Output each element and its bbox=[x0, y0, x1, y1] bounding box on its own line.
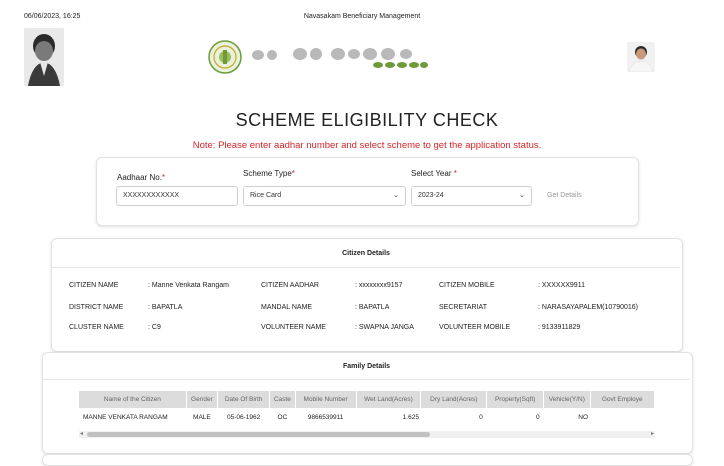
mandal-name-label: MANDAL NAME bbox=[261, 304, 313, 311]
district-name-value: : BAPATLA bbox=[148, 304, 183, 311]
get-details-button[interactable]: Get Details bbox=[547, 192, 582, 199]
volunteer-mobile-label: VOLUNTEER MOBILE bbox=[439, 324, 511, 331]
scroll-left-arrow-icon[interactable]: ◂ bbox=[80, 431, 84, 437]
table-cell: MALE bbox=[193, 413, 211, 421]
table-cell: 0 bbox=[479, 413, 483, 421]
table-cell: 9866539911 bbox=[307, 413, 344, 421]
instruction-note: Note: Please enter aadhar number and select scheme to get the application status. bbox=[192, 140, 542, 151]
column-header[interactable]: Name of the Citizen bbox=[79, 391, 186, 408]
district-name-label: DISTRICT NAME bbox=[69, 304, 124, 311]
citizen-details-divider bbox=[52, 267, 680, 268]
select-year-label bbox=[411, 169, 457, 178]
table-cell: 1.625 bbox=[402, 413, 419, 421]
column-header[interactable]: Property(Sqft) bbox=[487, 391, 544, 408]
chevron-down-icon: ⌄ bbox=[393, 192, 399, 199]
cluster-name-label: CLUSTER NAME bbox=[69, 324, 124, 331]
select-year-select[interactable] bbox=[411, 186, 532, 206]
family-table-scroll-area[interactable] bbox=[79, 391, 655, 431]
citizen-aadhar-label: CITIZEN AADHAR bbox=[261, 282, 319, 289]
citizen-name-label: CITIZEN NAME bbox=[69, 282, 119, 289]
aadhaar-label bbox=[117, 173, 165, 182]
cluster-name-value: : C9 bbox=[148, 324, 161, 331]
next-section-card bbox=[42, 454, 693, 466]
cm-photo-left bbox=[24, 28, 64, 86]
select-year-value: 2023-24 bbox=[418, 192, 444, 199]
scroll-right-arrow-icon[interactable]: ▸ bbox=[650, 431, 654, 437]
citizen-mobile-label: CITIZEN MOBILE bbox=[439, 282, 495, 289]
table-cell: 0 bbox=[536, 413, 540, 421]
scheme-type-value: Rice Card bbox=[250, 192, 282, 199]
secretariat-value: : NARASAYAPALEM(10790016) bbox=[538, 304, 638, 311]
horizontal-scrollbar[interactable] bbox=[79, 431, 655, 438]
table-cell: 05-06-1962 bbox=[227, 413, 261, 421]
table-cell bbox=[590, 408, 655, 426]
citizen-mobile-value: : XXXXXX9911 bbox=[538, 282, 585, 289]
column-header[interactable]: Mobile Number bbox=[295, 391, 356, 408]
ap-emblem-logo bbox=[208, 40, 242, 74]
column-header[interactable]: Dry Land(Acres) bbox=[421, 391, 487, 408]
table-cell: NO bbox=[578, 413, 588, 421]
print-header-title: Navasakam Beneficiary Management bbox=[303, 13, 421, 20]
table-cell: OC bbox=[277, 413, 288, 421]
required-mark: * bbox=[291, 169, 295, 178]
scheme-type-select[interactable] bbox=[243, 186, 406, 206]
column-header[interactable]: Wet Land(Acres) bbox=[356, 391, 421, 408]
cm-photo-right bbox=[627, 42, 655, 72]
secretariat-label: SECRETARIAT bbox=[439, 304, 487, 311]
family-table-header-row bbox=[79, 391, 655, 408]
scheme-type-label bbox=[243, 169, 295, 178]
aadhaar-label-text: Aadhaar No. bbox=[117, 173, 162, 182]
page-title: SCHEME ELIGIBILITY CHECK bbox=[235, 110, 499, 130]
scrollbar-thumb[interactable] bbox=[87, 432, 430, 437]
citizen-aadhar-value: : xxxxxxxx9157 bbox=[355, 282, 403, 289]
column-header[interactable]: Gender bbox=[186, 391, 217, 408]
volunteer-mobile-value: : 9133911829 bbox=[538, 324, 581, 331]
family-table bbox=[79, 391, 655, 426]
citizen-details-title: Citizen Details bbox=[342, 250, 390, 257]
column-header[interactable]: Vehicle(Y/N) bbox=[544, 391, 590, 408]
ap-government-banner-logo bbox=[248, 45, 438, 70]
scheme-type-label-text: Scheme Type bbox=[243, 169, 292, 178]
volunteer-name-value: : SWAPNA JANGA bbox=[355, 324, 414, 331]
column-header[interactable]: Govt Employe bbox=[590, 391, 655, 408]
aadhaar-input[interactable]: XXXXXXXXXXXX bbox=[116, 186, 238, 206]
required-mark: * bbox=[453, 169, 457, 178]
column-header[interactable]: Caste bbox=[270, 391, 295, 408]
column-header[interactable]: Date Of Birth bbox=[218, 391, 270, 408]
table-cell: MANNE VENKATA RANGAM bbox=[83, 413, 168, 421]
mandal-name-value: : BAPATLA bbox=[355, 304, 390, 311]
required-mark: * bbox=[161, 173, 166, 182]
table-row bbox=[79, 408, 655, 426]
family-details-divider bbox=[43, 379, 690, 380]
volunteer-name-label: VOLUNTEER NAME bbox=[261, 324, 326, 331]
chevron-down-icon: ⌄ bbox=[519, 192, 525, 199]
print-datetime: 06/06/2023, 16:25 bbox=[24, 13, 81, 20]
family-details-title: Family Details bbox=[342, 363, 391, 370]
select-year-label-text: Select Year bbox=[411, 169, 454, 178]
citizen-name-value: : Manne Venkata Rangam bbox=[148, 282, 229, 289]
